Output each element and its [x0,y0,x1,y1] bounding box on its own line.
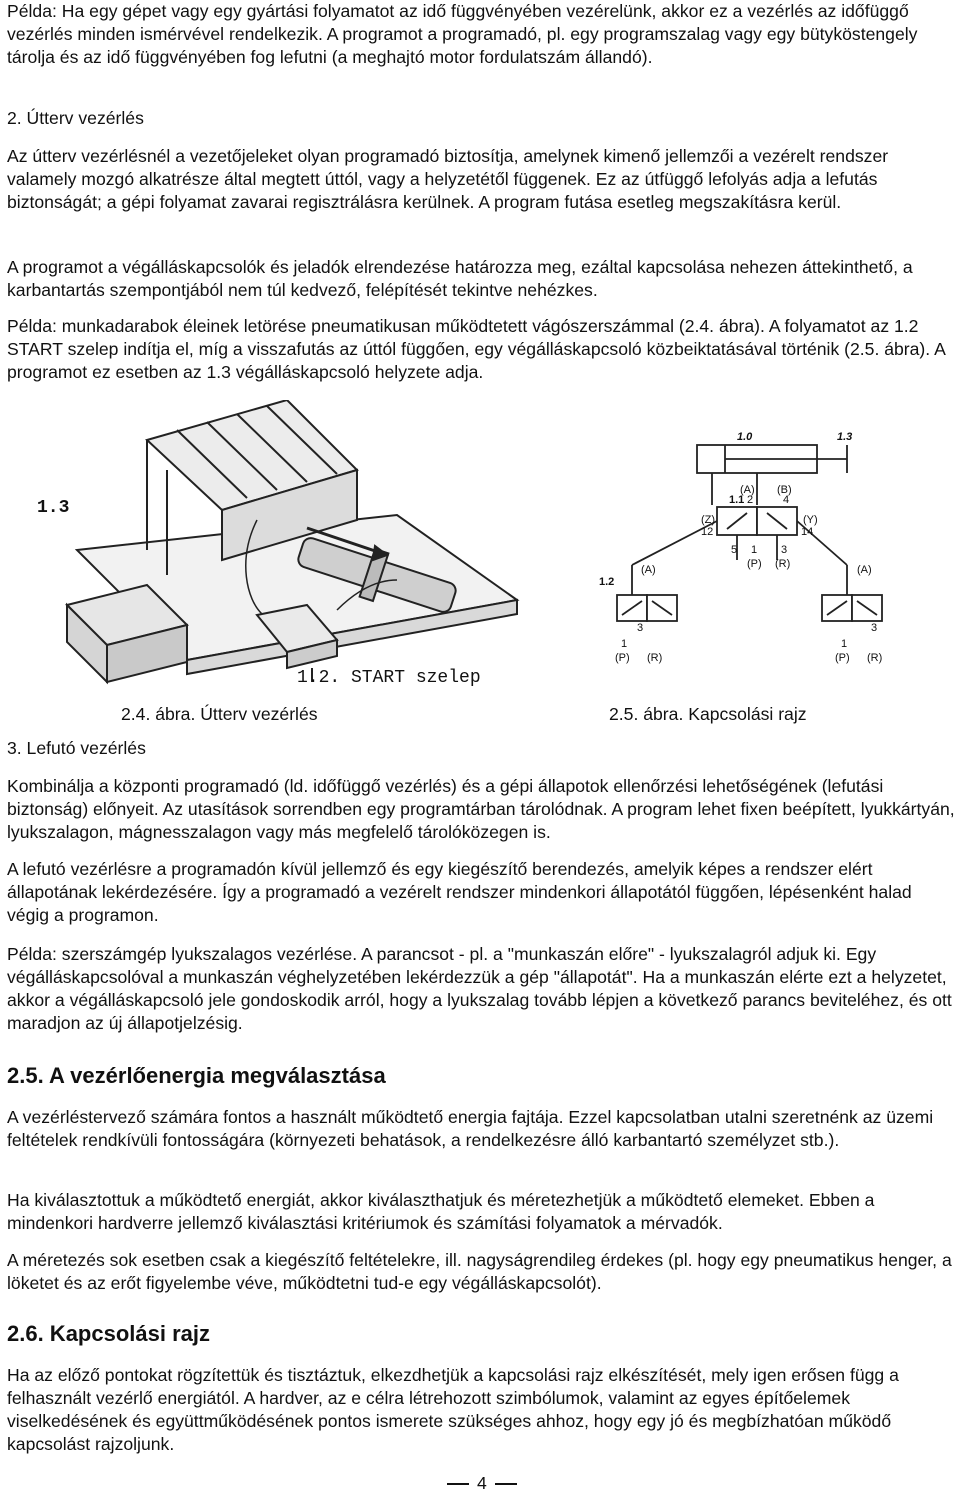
label-2-top: 2 [747,494,754,506]
figure-caption-2-4: 2.4. ábra. Útterv vezérlés [121,704,318,724]
machine-illustration [37,400,557,690]
label-R-left: (R) [647,652,663,664]
label-1-right: 1 [841,638,848,650]
kapcsolasi-paragraph-1: Ha az előző pontokat rögzítettük és tisztáztuk, elkezdhetjük a kapcsolási rajz elkészítését, mely igen erősen függ a felhasznált vezérlő energiától. A hardver, az e célra létrehozott szimbólumok, valamint az egyes építőelemek viselkedésének és együttműködésének pontos ismerete szükséges ahhoz, hogy egy jó és megbízhatóan működő kapcsolást rajzoljunk. [7,1365,899,1454]
label-12: 12 [701,526,714,538]
label-Z: (Z) [701,514,716,526]
label-1-3-right: 1.3 [837,431,853,443]
label-3-right: 3 [871,622,878,634]
label-R-mid: (R) [775,558,791,570]
label-3-left: 3 [637,622,644,634]
label-P-mid: (P) [747,558,762,570]
section-heading-2-5: 2.5. A vezérlőenergia megválasztása [7,1063,386,1088]
label-A-top: (A) [740,484,755,496]
label-1-0: 1.0 [737,431,753,443]
label-A-right: (A) [857,564,872,576]
label-14: 14 [801,526,814,538]
label-start-valve: 1.2. START szelep [297,668,481,688]
lefuto-paragraph-2: A lefutó vezérlésre a programadón kívül jellemző és egy kiegészítő berendezés, amelyik képes a rendszer elért állapotának lekérdezésére. Így a programadó a vezérelt rendszer mindenkori állapotától függően, lépésenként halad végig a programon. [7,859,912,925]
label-1-1: 1.1 [729,494,745,506]
utterv-paragraph-2: A programot a végálláskapcsolók és jeladók elrendezése határozza meg, ezáltal kapcsolása nehezen áttekinthető, a karbantartás szempontjából nem túl kedvező, felépítését tekintve nehézkes. [7,257,913,300]
label-Y: (Y) [803,514,818,526]
energia-paragraph-3: A méretezés sok esetben csak a kiegészítő feltételekre, ill. nagyságrendileg érdekes (pl. hogy egy pneumatikus henger, a löketet és az erőt figyelembe véve, működtetni tud-e egy végálláskapcsolót). [7,1250,952,1293]
circuit-diagram [597,425,897,665]
label-B-top: (B) [777,484,792,496]
lefuto-paragraph-1: Kombinálja a központi programadó (ld. időfüggő vezérlés) és a gépi állapotok ellenőrzési lehetőségének (lefutási biztonság) előnyeit. Az utasítások sorrendben egy programtárban tárolódnak. A program lehet fixen beépített, lyukkártyán, lyukszalagon, mágnesszalagon vagy más megfelelő tárolóközegen is. [7,776,955,842]
label-1-mid: 1 [751,544,758,556]
intro-paragraph: Példa: Ha egy gépet vagy egy gyártási folyamatot az idő függvényében vezérelünk, akkor ez a vezérlés az időfüggő vezérlés minden ismérvével rendelkezik. A programot a programadó, pl. egy programszalag vagy egy bütyköstengely tárolja és az idő függvényében fog lefutni (a meghajtó motor fordulatszám állandó). [7,1,918,67]
page-number: 4 [447,1472,517,1495]
label-P-left: (P) [615,652,630,664]
utterv-paragraph-1: Az útterv vezérlésnél a vezetőjeleket olyan programadó biztosítja, amelynek kimenő jellemzői a vezérelt rendszer valamely mozgó alkatrésze által megtett úttól, vagy a helyzetétől függenek. Ez az útfüggő lefolyás adja a lefutás biztonságát; a gépi folyamat zavarai regisztrálásra kerülnek. A program futása esetleg megszakításra kerül. [7,146,889,212]
utterv-paragraph-3: Példa: munkadarabok éleinek letörése pneumatikusan működtetett vágószerszámmal (2.4. ábra). A folyamatot az 1.2 START szelep indítja el, míg a visszafutás az úttól függően, egy végálláskapcsoló közbeiktatásával történik (2.5. ábra). A programot ez esetben az 1.3 végálláskapcsoló helyzete adja. [7,316,945,382]
label-A-left: (A) [641,564,656,576]
label-1-left: 1 [621,638,628,650]
section-heading-lefuto: 3. Lefutó vezérlés [7,738,146,758]
figure-caption-2-5: 2.5. ábra. Kapcsolási rajz [609,704,807,724]
section-heading-utterv: 2. Útterv vezérlés [7,108,144,128]
label-5: 5 [731,544,738,556]
energia-paragraph-1: A vezérléstervező számára fontos a használt működtető energia fajtája. Ezzel kapcsolatban utalni szeretnénk az üzemi feltételek rendkívüli fontosságára (környezeti behatások, a rendelkezésre álló karbantartó személyzet stb.). [7,1107,934,1150]
label-4-top: 4 [783,494,790,506]
label-1-3-left: 1.3 [37,498,70,518]
lefuto-paragraph-3: Példa: szerszámgép lyukszalagos vezérlése. A parancsot - pl. a "munkaszán előre" - lyukszalagról adjuk ki. Egy végálláskapcsolóval a munkaszán véghelyzetében lekérdezzük a gép "állapotát". Ha a munkaszán elérte ezt a helyzetet, akkor a végálláskapcsoló jele gondoskodik arról, hogy a lyukszalag tovább lépjen a következő parancs beviteléhez, és ott maradjon az új állapotjelzésig. [7,944,952,1033]
section-heading-2-6: 2.6. Kapcsolási rajz [7,1321,210,1346]
label-3-mid: 3 [781,544,788,556]
label-1-2: 1.2 [599,576,615,588]
label-P-right: (P) [835,652,850,664]
energia-paragraph-2: Ha kiválasztottuk a működtető energiát, akkor kiválaszthatjuk és méretezhetjük a működtető elemeket. Ebben a mindenkori hardverre jellemző kiválasztási kritériumok és számítási folyamatok a mérvadók. [7,1190,875,1233]
label-R-right: (R) [867,652,883,664]
